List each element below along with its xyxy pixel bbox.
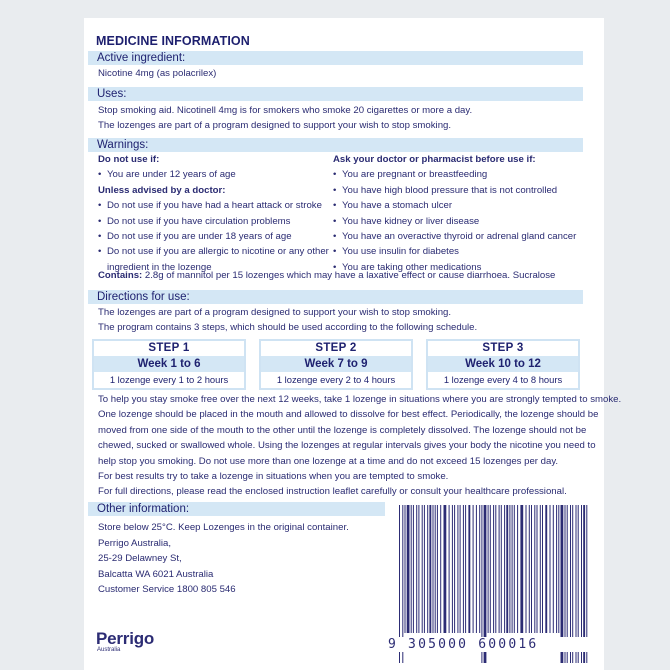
list-item: • You are taking other medications [333,260,576,275]
barcode-bar [556,505,557,633]
list-item: • You are pregnant or breastfeeding [333,167,576,182]
list-item: • You are under 12 years of age [98,167,329,182]
barcode-bar [504,505,505,633]
directions-heading: Directions for use: [88,290,583,304]
contains-line [98,268,555,283]
other-info-line: Store below 25°C. Keep Lozenges in the original container. [98,522,349,533]
barcode-bar [534,505,535,633]
directions-line: help stop you smoking. Do not use more than one lozenge at a time and do not exceed 15 lozenges per day. [98,455,559,467]
uses-line: Stop smoking aid. Nicotinell 4mg is for smokers who smoke 20 cigarettes or more a day. [98,105,473,116]
barcode-bar [479,505,480,633]
other-info-line: Customer Service 1800 805 546 [98,584,236,596]
barcode-number: 9 305000 600016 [388,637,598,652]
other-info-line: Balcatta WA 6021 Australia [98,568,214,580]
active-ingredient-heading: Active ingredient: [88,51,583,65]
barcode-bar [476,505,477,633]
directions-intro [98,305,477,336]
warnings-right-column [333,152,576,275]
list-item: • You have kidney or liver disease [333,214,576,229]
barcode-bar [553,505,554,633]
barcode-bar [427,505,428,633]
barcode-bar [488,505,489,633]
barcode-bar [506,505,508,633]
other-info-heading: Other information: [88,502,385,516]
barcode-bar [440,505,441,633]
barcode-bar [558,505,559,633]
step-week: Week 10 to 12 [428,356,578,372]
barcode-bar [454,505,455,633]
list-item: • You have high blood pressure that is not controlled [333,183,576,198]
uses-heading: Uses: [88,87,583,101]
step-week: Week 1 to 6 [94,356,244,372]
directions-intro-line: The lozenges are part of a program designed to support your wish to stop smoking. [98,307,452,318]
barcode-bar [473,505,474,633]
directions-line: For full directions, please read the enclosed instruction leaflet carefully or consult your healthcare professional. [98,486,567,498]
barcode-bar [416,505,417,633]
barcode-bar [449,505,450,633]
directions-line: To help you stay smoke free over the next 12 weeks, take 1 lozenge in situations where you are strongly tempted to smoke. [98,394,622,405]
barcode-bar [495,505,496,633]
directions-line: One lozenge should be placed in the mouth and allowed to dissolve for best effect. Periodically, the lozenge should be [98,409,599,421]
step-dose: 1 lozenge every 4 to 8 hours [443,374,563,385]
other-info-line: 25-29 Delawney St, [98,553,182,565]
step-dose: 1 lozenge every 1 to 2 hours [109,374,229,385]
barcode-bar [501,505,502,633]
barcode-bar [517,505,518,633]
barcode-bar [531,505,532,633]
list-item-continued: ingredient in the lozenge [107,261,212,273]
list-item: • You use insulin for diabetes [333,244,576,259]
warnings-left-column [98,152,329,275]
contains-label: Contains: [98,270,143,281]
ask-doctor-heading: Ask your doctor or pharmacist before use if: [333,154,536,165]
barcode-bar [460,505,461,633]
step-3-box [426,339,580,390]
barcode-bar [514,505,515,633]
step-2-box [259,339,413,390]
barcode-bar [529,505,530,633]
directions-body [98,392,622,500]
barcode-bar [493,505,494,633]
do-not-use-heading: Do not use if: [98,154,160,165]
barcode-bar [429,505,431,633]
barcode-bar [537,505,538,633]
directions-line: For best results try to take a lozenge in situations when you are tempted to smoke. [98,471,449,483]
logo-name: Perrigo [96,629,155,648]
barcode-bar [411,505,412,633]
barcode-bar [437,505,438,633]
directions-line: chewed, sucked or swallowed whole. Using the lozenges at regular intervals gives your body the nicotine you need to [98,440,596,452]
barcode-bar [520,505,523,633]
active-ingredient-text: Nicotine 4mg (as polacrilex) [98,68,217,79]
list-item: • Do not use if you have circulation problems [98,214,329,229]
barcode-bar [444,505,447,633]
step-1-box [92,339,246,390]
contains-text: 2.8g of mannitol per 15 lozenges which may have a laxative effect or cause diarrhoea. Sucralose [144,270,556,281]
page-title: MEDICINE INFORMATION [96,34,250,48]
list-item: • You have a stomach ulcer [333,198,576,213]
barcode-bar [422,505,423,633]
barcode-bar [435,505,436,633]
unless-advised-heading: Unless advised by a doctor: [98,184,226,196]
logo-sub: Australia [97,647,121,653]
other-info-text [98,520,349,598]
directions-intro-line: The program contains 3 steps, which should be used according to the following schedule. [98,322,478,334]
barcode-bar [542,505,543,633]
barcode-bar [545,505,547,633]
barcode-bar [424,505,425,633]
directions-line: moved from one side of the mouth to the other until the lozenge is completely dissolved. The lozenge should not be [98,424,587,436]
barcode-bar [405,505,406,633]
barcode-bar [413,505,414,633]
step-label: STEP 2 [315,342,357,354]
list-item: • You have an overactive thyroid or adrenal gland cancer [333,229,576,244]
uses-line: The lozenges are part of a program designed to support your wish to stop smoking. [98,120,452,132]
barcode-bar [452,505,453,633]
warnings-heading: Warnings: [88,138,583,152]
barcode-bar [512,505,513,633]
barcode-bar [468,505,470,633]
step-label: STEP 1 [148,342,190,354]
uses-text [98,103,472,134]
other-info-line: Perrigo Australia, [98,537,172,549]
step-dose: 1 lozenge every 2 to 4 hours [276,374,396,385]
list-item: • Do not use if you are under 18 years of age [98,229,329,244]
barcode-bar [509,505,510,633]
barcode-bar [418,505,419,633]
step-week: Week 7 to 9 [261,356,411,372]
barcode-bar [499,505,500,633]
barcode-bar [457,505,458,633]
barcode-bar [526,505,527,633]
step-label: STEP 3 [482,342,524,354]
barcode-bar [465,505,466,633]
list-item: • Do not use if you are allergic to nicotine or any other [98,244,329,259]
barcode-bar [407,505,410,633]
barcode-bar [490,505,491,633]
perrigo-logo [96,630,154,654]
list-item: • Do not use if you have had a heart attack or stroke [98,198,329,213]
barcode-bar [550,505,551,633]
barcode-bar [540,505,541,633]
barcode-bar [463,505,464,633]
barcode-bar [433,505,434,633]
